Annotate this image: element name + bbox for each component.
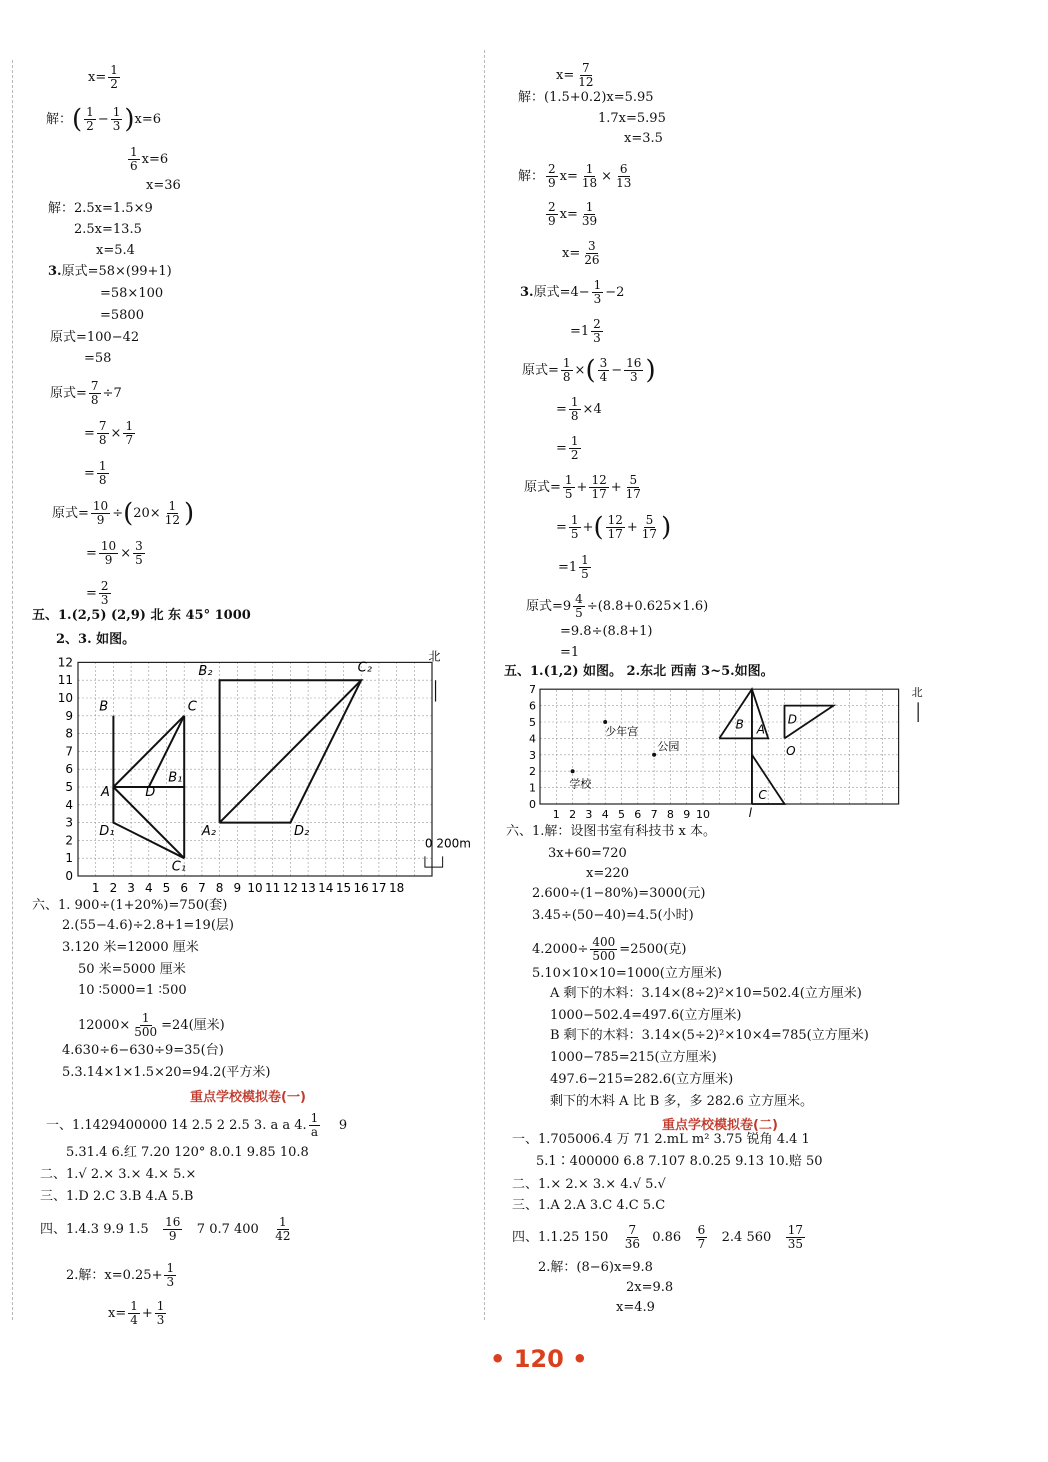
r-section6-line5f: 497.6−215=282.6(立方厘米) <box>550 1072 734 1087</box>
page-number: • 120 • <box>490 1345 588 1373</box>
r-section6-line5e: 1000−785=215(立方厘米) <box>550 1050 717 1065</box>
label-c: C <box>758 788 767 803</box>
y-tick-label: 11 <box>57 673 73 688</box>
r-section6-line5g: 剩下的木料 A 比 B 多，多 282.6 立方厘米。 <box>550 1094 813 1109</box>
y-tick-label: 9 <box>65 708 73 723</box>
eq-line: = $\frac{2}{3}$ <box>86 579 109 607</box>
place-park: 公园 <box>657 739 680 753</box>
label-b: B <box>735 717 744 732</box>
y-tick-label: 7 <box>529 683 536 697</box>
y-tick-label: 7 <box>65 744 73 759</box>
x-tick-label: 8 <box>215 881 224 894</box>
x-tick-label: 9 <box>683 808 691 821</box>
x-tick-label: 6 <box>180 881 189 894</box>
x-tick-label: 3 <box>585 808 593 821</box>
x-tick-label: 1 <box>552 808 560 821</box>
label-b1: B₁ <box>168 770 183 786</box>
x-tick-label: 15 <box>335 881 352 894</box>
eq-line: 解：(1.5+0.2)x=5.95 <box>518 90 654 105</box>
label-d: D <box>787 712 798 727</box>
r-section6-line5b: A 剩下的木料：3.14×(8÷2)²×10=502.4(立方厘米) <box>550 986 862 1001</box>
exam1-part3: 三、1.D 2.C 3.B 4.A 5.B <box>40 1189 194 1204</box>
eq-line: =58×100 <box>100 286 164 301</box>
r-section6-line1b: 3x+60=720 <box>548 846 627 861</box>
y-tick-label: 6 <box>65 762 73 777</box>
exam1-part4c: x= $\frac{1}{4}$ + $\frac{1}{3}$ <box>108 1299 165 1327</box>
y-tick-label: 0 <box>65 869 73 883</box>
label-b2: B₂ <box>198 663 213 679</box>
x-tick-label: 13 <box>300 881 316 894</box>
y-tick-label: 5 <box>529 716 536 729</box>
exam-heading-1: 重点学校模拟卷(一) <box>190 1090 306 1105</box>
exam2-part1: 一、1.705006.4 万 71 2.mL m² 3.75 锐角 4.4 1 <box>512 1132 810 1147</box>
r-section6-line5d: B 剩下的木料：3.14×(5÷2)²×10×4=785(立方厘米) <box>550 1028 869 1043</box>
y-tick-label: 1 <box>529 781 536 795</box>
coordinate-grid-1 <box>48 648 488 894</box>
x-tick-label: 7 <box>198 881 206 894</box>
r-section6-line1c: x=220 <box>586 866 630 881</box>
eq-line: 2.5x=13.5 <box>74 222 142 237</box>
eq-line: = $\frac{1}{5}$ +( $\frac{12}{17}$ + $\frac{5}{17}$ ) <box>556 512 672 543</box>
place-dot <box>652 753 656 757</box>
exam1-part1b: 5.31.4 6.红 7.20 120° 8.0.1 9.85 10.8 <box>66 1145 309 1160</box>
exam1-part2: 二、1.√ 2.× 3.× 4.× 5.× <box>40 1167 197 1182</box>
y-tick-label: 4 <box>529 732 536 746</box>
r-section6-line1: 六、1.解：设图书室有科技书 x 本。 <box>506 824 716 839</box>
x-tick-label: 11 <box>265 881 281 894</box>
label-a: A <box>756 722 766 737</box>
eq-line: 原式= $\frac{10}{9}$ ÷(20× $\frac{1}{12}$ ) <box>52 498 195 529</box>
y-tick-label: 1 <box>65 851 73 866</box>
x-tick-label: 5 <box>618 808 625 821</box>
x-tick-label: 9 <box>233 881 242 894</box>
x-tick-label: 10 <box>247 881 263 894</box>
x-tick-label: 8 <box>666 808 674 821</box>
y-tick-label: 4 <box>65 797 73 812</box>
x-tick-label: 6 <box>634 808 642 821</box>
eq-line: =58 <box>84 351 112 366</box>
exam2-part2: 二、1.× 2.× 3.× 4.√ 5.√ <box>512 1177 666 1192</box>
x-tick-label: 17 <box>371 881 387 894</box>
section-5-line1: 五、1.(2,5) (2,9) 北 东 45° 1000 <box>32 608 251 623</box>
y-tick-label: 3 <box>65 815 73 830</box>
eq-line: = $\frac{1}{8}$ ×4 <box>556 395 602 423</box>
x-tick-label: 10 <box>696 808 710 821</box>
eq-line: x= $\frac{3}{26}$ <box>562 239 600 267</box>
eq-line: 原式=9 $\frac{4}{5}$ ÷(8.8+0.625×1.6) <box>526 592 709 620</box>
place-dot <box>603 720 607 724</box>
eq-line: $\frac{1}{6}$ x=6 <box>130 145 169 173</box>
x-tick-label: 7 <box>650 808 658 821</box>
eq-line: =5800 <box>100 308 144 323</box>
eq-line: 1.7x=5.95 <box>598 111 666 126</box>
eq-line: 原式= $\frac{7}{8}$ ÷7 <box>50 379 122 407</box>
eq-line: x= $\frac{7}{12}$ <box>556 61 594 89</box>
y-tick-label: 12 <box>57 655 73 670</box>
y-tick-label: 0 <box>529 798 536 811</box>
exam-heading-2: 重点学校模拟卷(二) <box>662 1118 778 1133</box>
section-5-right: 五、1.(1,2) 如图。 2.东北 西南 3~5.如图。 <box>504 664 774 679</box>
y-tick-label: 8 <box>65 726 73 741</box>
y-tick-label: 2 <box>529 765 536 779</box>
r-section6-line3: 3.45÷(50−40)=4.5(小时) <box>532 908 694 923</box>
label-b: B <box>99 699 109 715</box>
section-6-line3b: 50 米=5000 厘米 <box>78 962 186 977</box>
eq-line: 解：( $\frac{1}{2}$ − $\frac{1}{3}$ )x=6 <box>46 104 162 135</box>
eq-line: 解：2.5x=1.5×9 <box>48 201 153 216</box>
eq-line: x= $\frac{1}{2}$ <box>88 63 118 91</box>
section-5-line2: 2、3. 如图。 <box>56 632 136 647</box>
label-c1: C₁ <box>171 859 187 875</box>
eq-line: 3.原式=4− $\frac{1}{3}$ −2 <box>520 278 625 306</box>
label-c: C <box>187 699 197 715</box>
eq-line: =1 $\frac{2}{3}$ <box>570 317 601 345</box>
exam2-part4d: x=4.9 <box>616 1300 655 1315</box>
eq-line: $\frac{2}{9}$ x= $\frac{1}{39}$ <box>548 200 598 228</box>
r-section6-line4: 4.2000÷ $\frac{400}{500}$ =2500(克) <box>532 935 687 963</box>
y-tick-label: 10 <box>57 691 73 705</box>
section-6-line3c: 10 ∶5000=1 ∶500 <box>78 983 187 998</box>
r-section6-line2: 2.600÷(1−80%)=3000(元) <box>532 886 706 901</box>
eq-line: x=5.4 <box>96 243 135 258</box>
section-6-line5: 5.3.14×1×1.5×20=94.2(平方米) <box>62 1065 271 1080</box>
eq-line: = $\frac{10}{9}$ × $\frac{3}{5}$ <box>86 539 143 567</box>
x-tick-label: 18 <box>388 881 405 894</box>
label-c2: C₂ <box>357 660 372 676</box>
r-section6-line5: 5.10×10×10=1000(立方厘米) <box>532 966 722 981</box>
x-tick-label: 14 <box>318 881 334 894</box>
x-tick-label: 1 <box>91 881 100 894</box>
label-d: D <box>145 784 156 800</box>
exam2-part4c: 2x=9.8 <box>626 1280 674 1295</box>
eq-line: =1 <box>560 645 580 660</box>
y-tick-label: 5 <box>65 780 73 794</box>
r-section6-line5c: 1000−502.4=497.6(立方厘米) <box>550 1008 742 1023</box>
eq-line: 原式= $\frac{1}{5}$ + $\frac{12}{17}$ + $\frac{5}{17}$ <box>524 473 641 501</box>
y-tick-label: 2 <box>65 833 73 848</box>
section-6-line4: 4.630÷6−630÷9=35(台) <box>62 1043 224 1058</box>
exam1-part4b: 2.解：x=0.25+ $\frac{1}{3}$ <box>66 1261 175 1289</box>
section-6-line2: 2.(55−4.6)÷2.8+1=19(层) <box>62 918 234 933</box>
label-d2: D₂ <box>293 824 310 840</box>
x-tick-label: 16 <box>353 881 369 894</box>
x-tick-label: 4 <box>144 881 153 894</box>
exam2-part4b: 2.解：(8−6)x=9.8 <box>538 1260 653 1275</box>
section-6-line1: 六、1. 900÷(1+20%)=750(套) <box>32 898 228 913</box>
place-dot <box>571 769 575 773</box>
label-l: l <box>748 806 752 821</box>
x-tick-label: 2 <box>569 808 577 821</box>
eq-line: 3.原式=58×(99+1) <box>48 264 172 279</box>
y-tick-label: 6 <box>529 699 536 713</box>
eq-line: x=3.5 <box>624 131 663 146</box>
eq-line: =9.8÷(8.8+1) <box>560 624 653 639</box>
label-o: O <box>786 743 796 758</box>
exam2-part3: 三、1.A 2.A 3.C 4.C 5.C <box>512 1198 666 1213</box>
place-school: 学校 <box>569 777 592 791</box>
eq-line: = $\frac{1}{2}$ <box>556 434 579 462</box>
exam1-part1: 一、1.1429400000 14 2.5 2 2.5 3. a a 4. $\frac{1}{a}$ 9 <box>46 1111 348 1139</box>
eq-line: x=36 <box>146 178 181 193</box>
coordinate-grid-2 <box>520 682 940 822</box>
north-label: 北 <box>911 685 923 699</box>
y-tick-label: 3 <box>529 748 536 762</box>
label-d1: D₁ <box>99 824 115 840</box>
x-tick-label: 5 <box>162 881 171 894</box>
section-6-line3d: 12000× $\frac{1}{500}$ =24(厘米) <box>78 1011 225 1039</box>
section-6-line3: 3.120 米=12000 厘米 <box>62 940 199 955</box>
scale-label: 0 200m <box>424 836 471 851</box>
exam2-part4: 四、1.1.25 150 $\frac{7}{36}$ 0.86 $\frac{6}{7}$ 2.4 560 $\frac{17}{35}$ <box>512 1223 803 1251</box>
exam1-part4: 四、1.4.3 9.9 1.5 $\frac{16}{9}$ 7 0.7 400 $\frac{1}{42}$ <box>40 1215 291 1243</box>
north-label: 北 <box>428 649 441 664</box>
eq-line: 解： $\frac{2}{9}$ x= $\frac{1}{18}$ × $\frac{6}{13}$ <box>518 162 632 190</box>
x-tick-label: 2 <box>109 881 118 894</box>
left-divider <box>12 60 13 1320</box>
place-youth-palace: 少年宫 <box>605 725 639 739</box>
fraction: $\frac{1}{2}$ <box>110 63 118 91</box>
eq-line: 原式=100−42 <box>50 330 140 345</box>
x-tick-label: 3 <box>127 881 135 894</box>
eq-line: = $\frac{7}{8}$ × $\frac{1}{7}$ <box>84 419 134 447</box>
eq-line: 原式= $\frac{1}{8}$ ×( $\frac{3}{4}$ − $\frac{16}{3}$ ) <box>522 355 656 386</box>
eq-line: = $\frac{1}{8}$ <box>84 459 107 487</box>
x-tick-label: 4 <box>601 808 609 821</box>
label-a2: A₂ <box>201 824 217 840</box>
x-tick-label: 12 <box>282 881 299 894</box>
label-a: A <box>101 784 110 800</box>
eq-line: =1 $\frac{1}{5}$ <box>558 553 589 581</box>
exam2-part1b: 5.1∶400000 6.8 7.107 8.0.25 9.13 10.赔 50 <box>536 1154 823 1169</box>
